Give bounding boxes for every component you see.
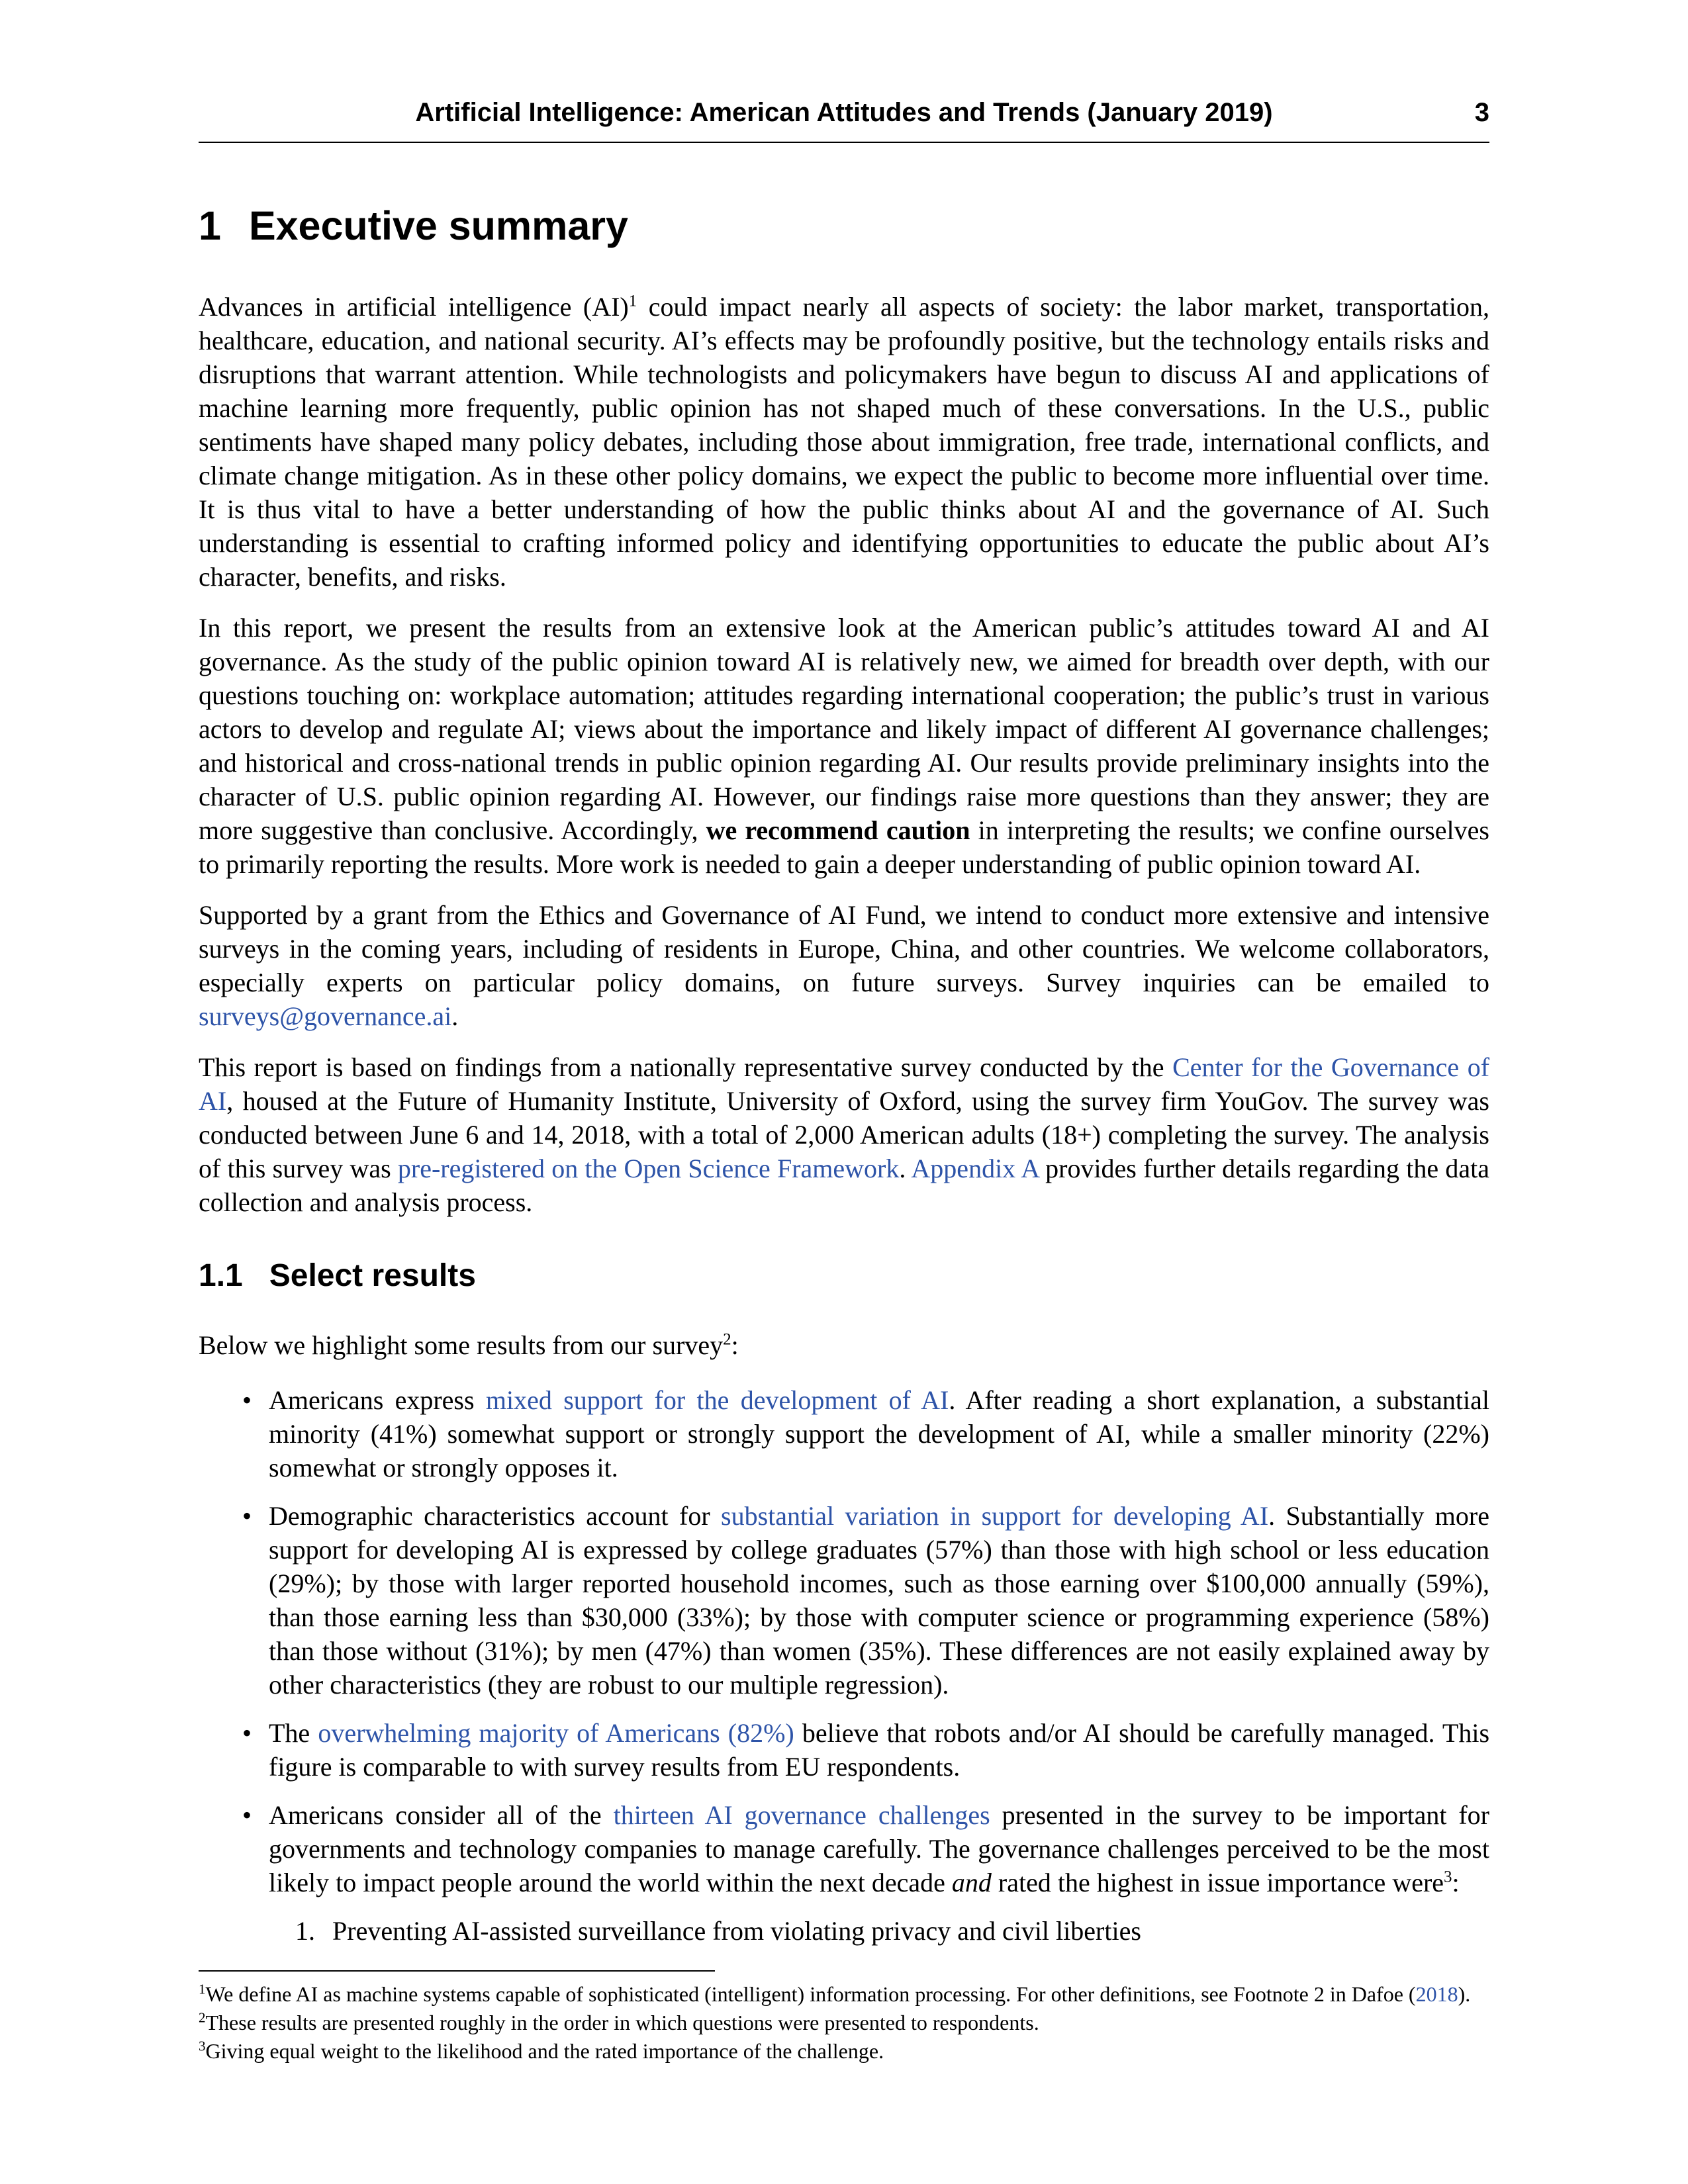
numbered-item-1 bbox=[295, 1914, 1489, 1948]
footnote-marker: 2 bbox=[199, 2009, 206, 2026]
subsection-number: 1.1 bbox=[199, 1258, 243, 1293]
item-number: 1. bbox=[295, 1916, 315, 1946]
list-item bbox=[242, 1383, 1489, 1484]
dafoe-2018-citation-link[interactable]: 2018 bbox=[1415, 1982, 1458, 2006]
text: Giving equal weight to the likelihood and the rated importance of the challenge. bbox=[205, 2039, 884, 2063]
text: Demographic characteristics account for bbox=[269, 1501, 722, 1531]
italic-text: and bbox=[951, 1868, 992, 1897]
text: : bbox=[731, 1330, 739, 1360]
osf-preregistration-link[interactable]: pre-registered on the Open Science Framework bbox=[397, 1154, 900, 1183]
governance-challenges-link[interactable]: thirteen AI governance challenges bbox=[613, 1800, 990, 1830]
list-item bbox=[242, 1716, 1489, 1784]
paragraph-3 bbox=[199, 898, 1489, 1033]
text: Below we highlight some results from our survey bbox=[199, 1330, 724, 1360]
footnote-ref-2[interactable]: 2 bbox=[723, 1330, 731, 1349]
select-results-intro bbox=[199, 1328, 1489, 1362]
header-rule bbox=[199, 142, 1489, 143]
footnote-1 bbox=[199, 1981, 1489, 2008]
section-heading bbox=[199, 203, 1489, 249]
text: in interpreting the results; we confine ourselves to primarily reporting the results. More work is needed to gain a deeper understanding of public opinion toward AI. bbox=[199, 815, 1489, 879]
text: presented in the survey to be important for governments and technology companies to manage carefully. The governance challenges perceived to be the most likely to impact people around the world within the next decade bbox=[269, 1800, 1490, 1897]
cgai-link[interactable]: Center for the Governance of AI bbox=[199, 1052, 1490, 1116]
text: In this report, we present the results from an extensive look at the American public’s attitudes toward AI and AI governance. As the study of the public opinion toward AI is relatively new, we aimed for breadth over depth, with our questions touching on: workplace automation; attitudes regarding international cooperation; the public’s trust in various actors to develop and regulate AI; views about the importance and likely impact of different AI governance challenges; and historical and cross-national trends in public opinion regarding AI. Our results provide preliminary insights into the character of U.S. public opinion regarding AI. However, our findings raise more questions than they answer; they are more suggestive than conclusive. Accordingly, bbox=[199, 613, 1489, 845]
text: ). bbox=[1458, 1982, 1471, 2006]
footnote-3 bbox=[199, 2038, 1489, 2065]
list-item bbox=[242, 1499, 1489, 1702]
subsection-title: Select results bbox=[269, 1258, 476, 1293]
text: Advances in artificial intelligence (AI) bbox=[199, 292, 629, 322]
text: believe that robots and/or AI should be carefully managed. This figure is comparable to with survey results from EU respondents. bbox=[269, 1718, 1490, 1782]
text: Americans express bbox=[269, 1385, 486, 1415]
text: These results are presented roughly in the order in which questions were presented to respondents. bbox=[205, 2011, 1039, 2034]
running-header-title: Artificial Intelligence: American Attitudes and Trends (January 2019) bbox=[415, 98, 1273, 127]
footnote-2 bbox=[199, 2009, 1489, 2036]
paragraph-1 bbox=[199, 290, 1489, 594]
text: , housed at the Future of Humanity Institute, University of Oxford, using the survey firm YouGov. The survey was conducted between June 6 and 14, 2018, with a total of 2,000 American adults (18+) completing the survey. The analysis of this survey was bbox=[199, 1086, 1489, 1183]
running-header bbox=[199, 98, 1489, 131]
footnotes bbox=[199, 1970, 1489, 2065]
email-link[interactable]: surveys@governance.ai bbox=[199, 1001, 452, 1031]
text: . After reading a short explanation, a substantial minority (41%) somewhat support or strongly support the development of AI, while a smaller minority (22%) somewhat or strongly opposes it. bbox=[269, 1385, 1489, 1482]
page-number: 3 bbox=[1474, 98, 1489, 127]
overwhelming-majority-link[interactable]: overwhelming majority of Americans (82%) bbox=[318, 1718, 794, 1748]
text: The bbox=[269, 1718, 318, 1748]
text: Supported by a grant from the Ethics and Governance of AI Fund, we intend to conduct more extensive and intensive surveys in the coming years, including of residents in Europe, China, and other countries. We welcome collaborators, especially experts on particular policy domains, on future surveys. Survey inquiries can be emailed to bbox=[199, 900, 1489, 997]
select-results-list bbox=[199, 1383, 1489, 1899]
paragraph-2 bbox=[199, 611, 1489, 881]
text: . bbox=[451, 1001, 459, 1031]
list-item bbox=[242, 1798, 1489, 1899]
footnote-ref-1[interactable]: 1 bbox=[628, 292, 637, 310]
text: We define AI as machine systems capable of sophisticated (intelligent) information processing. For other definitions, see Footnote 2 in Dafoe ( bbox=[205, 1982, 1416, 2006]
text: could impact nearly all aspects of society: the labor market, transportation, healthcare, education, and national security. AI’s effects may be profoundly positive, but the technology entails risks and disruptions that warrant attention. While technologists and policymakers have begun to discuss AI and applications of machine learning more frequently, public opinion has not shaped much of these conversations. In the U.S., public sentiments have shaped many policy debates, including those about immigration, free trade, international conflicts, and climate change mitigation. As in these other policy domains, we expect the public to become more influential over time. It is thus vital to have a better understanding of how the public thinks about AI and the governance of AI. Such understanding is essential to crafting informed policy and identifying opportunities to educate the public about AI’s character, benefits, and risks. bbox=[199, 292, 1490, 592]
mixed-support-link[interactable]: mixed support for the development of AI bbox=[485, 1385, 949, 1415]
section-title: Executive summary bbox=[248, 203, 628, 248]
text: provides further details regarding the data collection and analysis process. bbox=[199, 1154, 1490, 1217]
footnote-ref-3[interactable]: 3 bbox=[1444, 1868, 1452, 1886]
text: . bbox=[899, 1154, 912, 1183]
text: This report is based on findings from a nationally representative survey conducted by the bbox=[199, 1052, 1173, 1082]
text: : bbox=[1452, 1868, 1460, 1897]
footnote-marker: 1 bbox=[199, 1981, 206, 1997]
subsection-heading bbox=[199, 1257, 1489, 1294]
bold-text: we recommend caution bbox=[706, 815, 970, 845]
appendix-a-link[interactable]: Appendix A bbox=[911, 1154, 1039, 1183]
text: . Substantially more support for developing AI is expressed by college graduates (57%) than those with high school or less education (29%); by those with larger reported household incomes, such as those earning over $100,000 annually (59%), than those earning less than $30,000 (33%); by those with computer science or programming experience (58%) than those without (31%); by men (47%) than women (35%). These differences are not easily explained away by other characteristics (they are robust to our multiple regression). bbox=[269, 1501, 1489, 1700]
footnote-marker: 3 bbox=[199, 2038, 206, 2054]
text: rated the highest in issue importance were bbox=[991, 1868, 1444, 1897]
section-number: 1 bbox=[199, 203, 221, 248]
text: Americans consider all of the bbox=[269, 1800, 614, 1830]
paragraph-4 bbox=[199, 1050, 1489, 1219]
footnote-rule bbox=[199, 1970, 715, 1972]
item-text: Preventing AI-assisted surveillance from violating privacy and civil liberties bbox=[332, 1916, 1141, 1946]
demographic-variation-link[interactable]: substantial variation in support for developing AI bbox=[721, 1501, 1269, 1531]
